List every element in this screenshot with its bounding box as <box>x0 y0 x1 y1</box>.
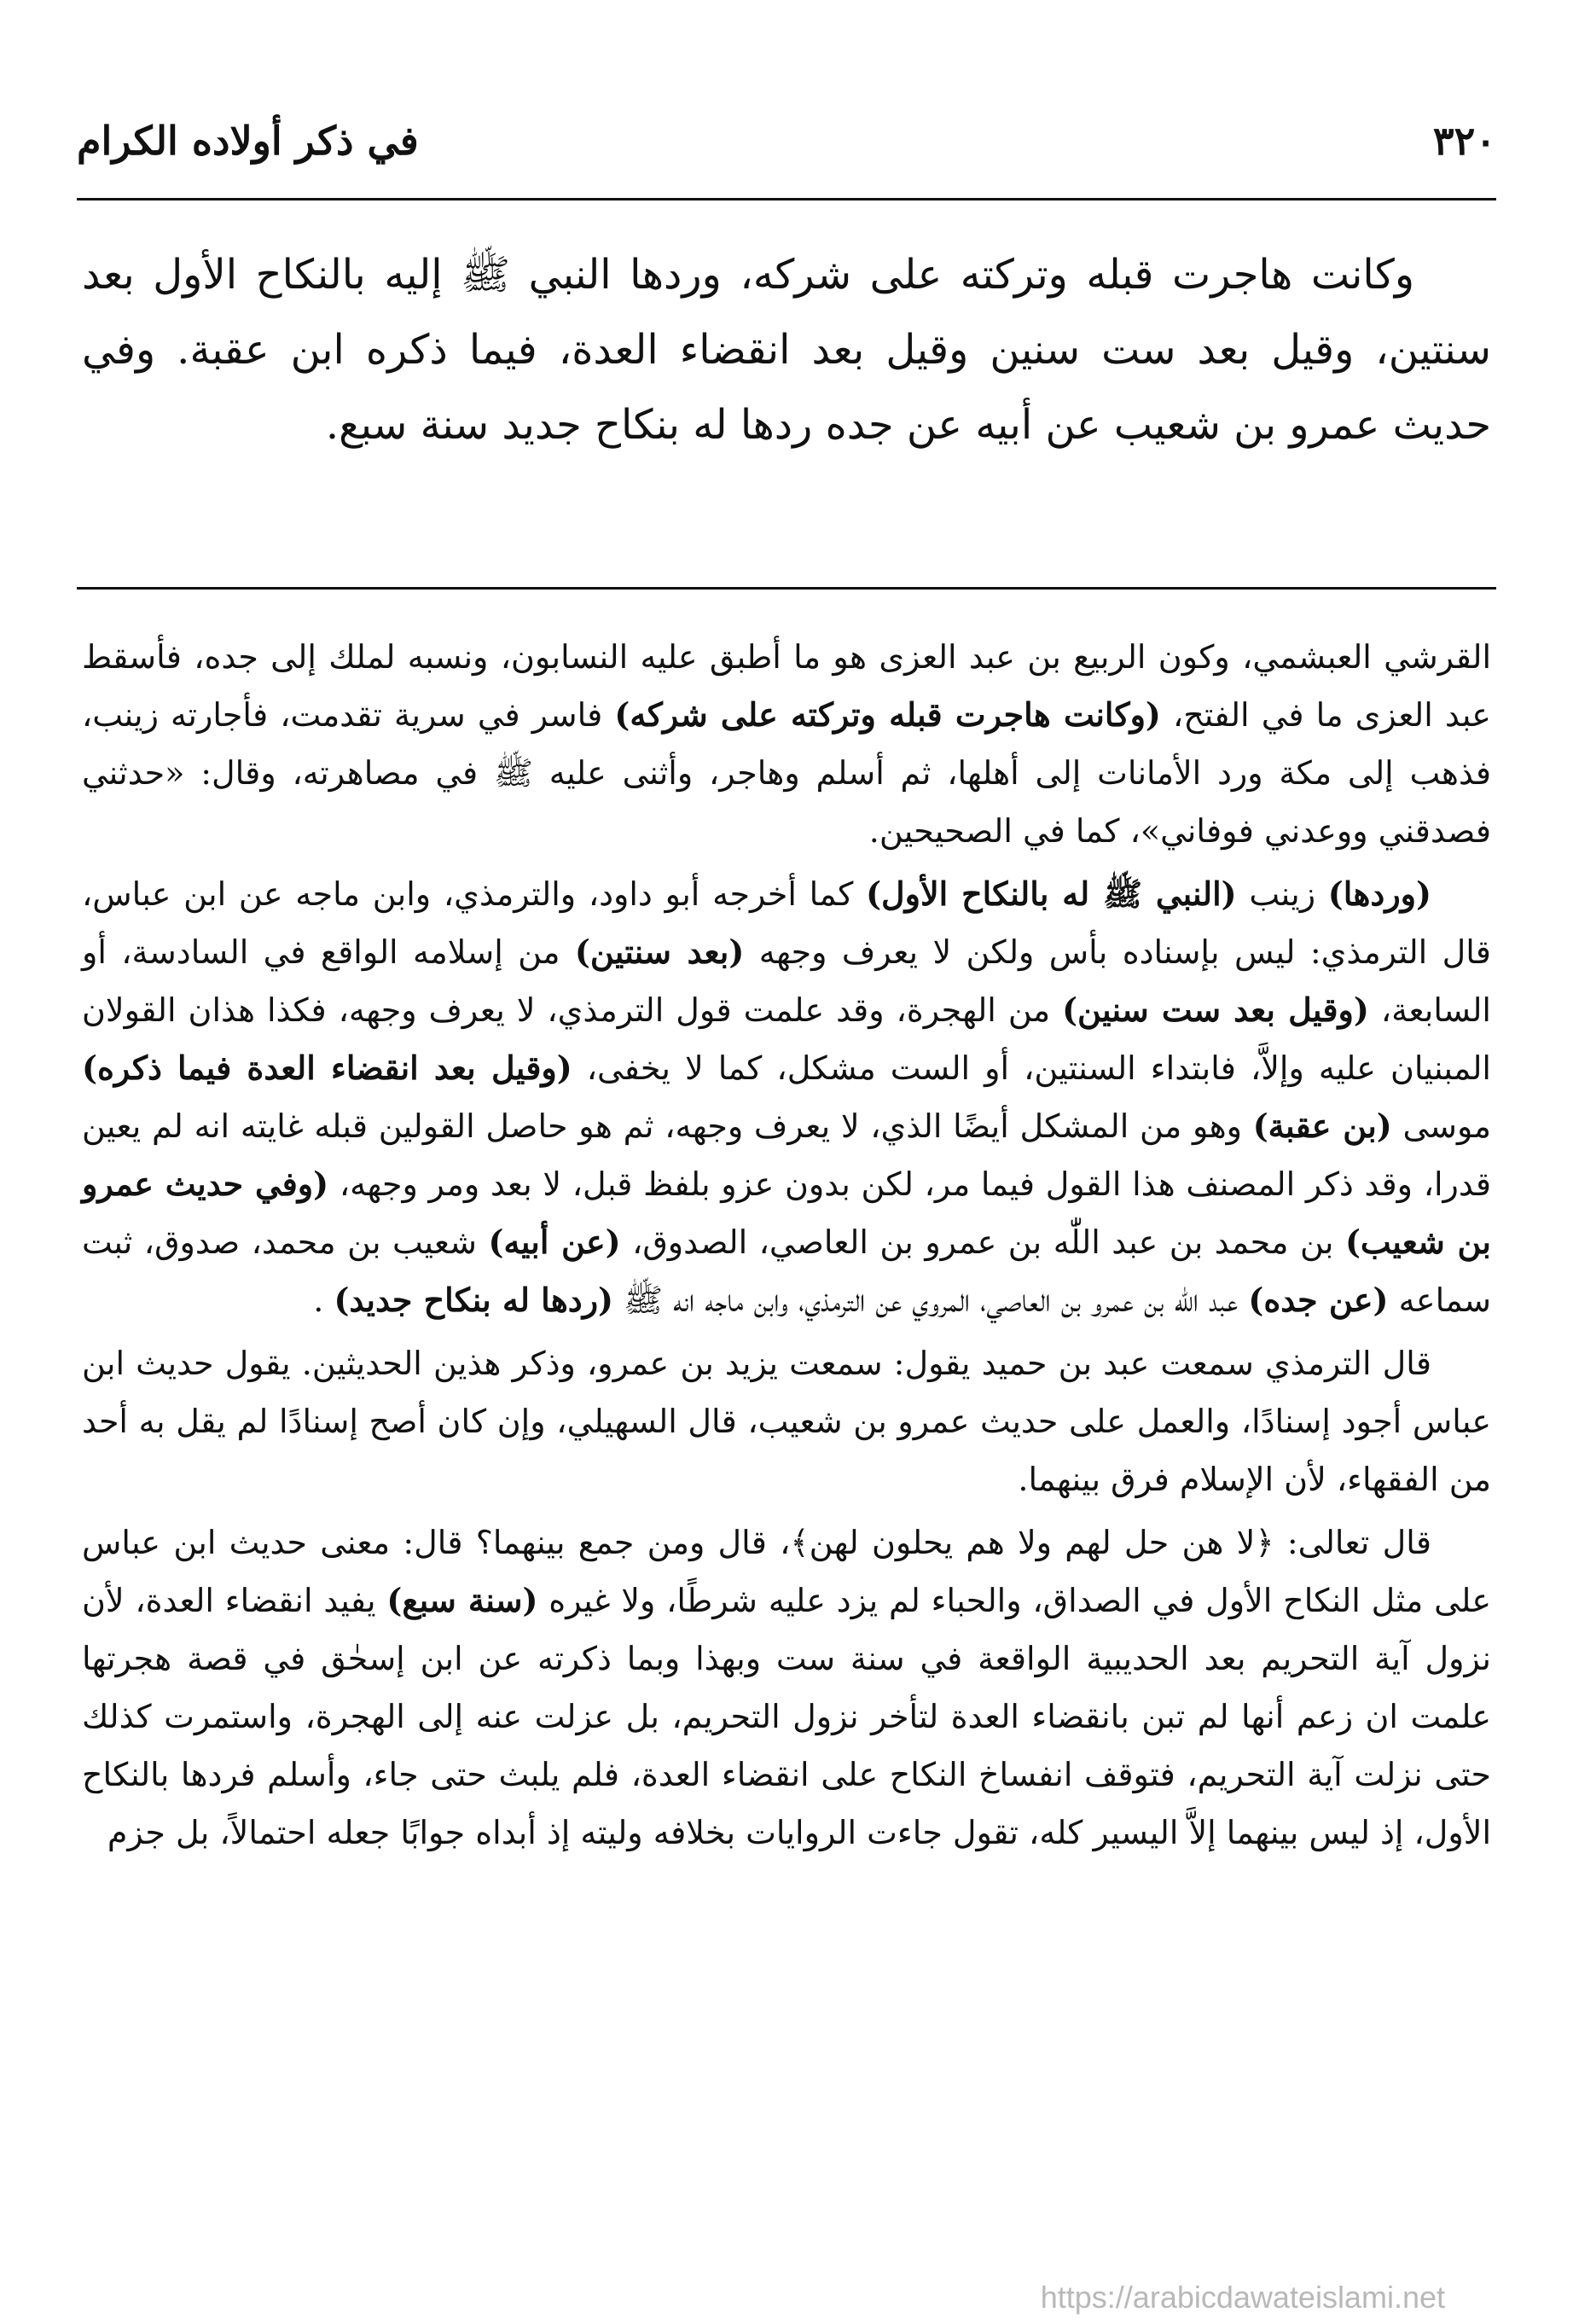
text-segment: من إسلامه الواقع في السادسة، أو السابعة، <box>82 933 1491 1029</box>
quoted-matn: (ردها له بنكاح جديد) <box>334 1281 614 1319</box>
quoted-matn: (بن عقبة) <box>1252 1107 1392 1145</box>
quoted-matn: (سنة سبع) <box>386 1581 538 1619</box>
commentary-paragraph-3: قال الترمذي سمعت عبد بن حميد يقول: سمعت يزيد بن عمرو، وذكر هذين الحديثين. يقول حديث ابن عباس أجود إسنادًا، والعمل على حديث عمرو بن شعيب، قال السهيلي، وإن كان أصح إسنادًا لم يقل به أحد من الفقهاء، لأن الإسلام فرق بينهما. <box>82 1345 1491 1498</box>
text-segment: كما أخرجه أبو داود، والترمذي، وابن ماجه عن ابن عباس، قال الترمذي: ليس بإسناده بأس ولكن لا يعرف وجهه <box>82 875 1491 971</box>
quoted-matn: (وقيل بعد انقضاء العدة فيما ذكره) <box>82 1049 572 1087</box>
commentary-paragraph-2 <box>82 865 1491 1329</box>
commentary-separator <box>77 587 1496 590</box>
text-segment: بن محمد بن عبد اللّٰه بن عمرو بن العاصي، الصدوق، <box>620 1223 1345 1261</box>
main-text <box>82 237 1491 462</box>
quoted-matn: (وقيل بعد ست سنين) <box>1062 991 1369 1029</box>
page-header <box>77 102 1496 179</box>
watermark-url: https://arabicdawateislami.net <box>1040 2280 1445 2315</box>
page-number: ٣٢٠ <box>1432 118 1496 164</box>
text-segment: شعيب بن محمد، صدوق، ثبت سماعه <box>82 1223 1491 1319</box>
quoted-matn: (عن جده) <box>1248 1281 1389 1319</box>
commentary-paragraph-1 <box>82 628 1491 860</box>
quoted-matn: (وكانت هاجرت قبله وتركته على شركه) <box>614 695 1161 734</box>
quoted-matn: (بعد سنتين) <box>574 933 745 971</box>
text-segment: زينب <box>1236 875 1328 913</box>
text-segment: قال تعالى: ﴿لا هن حل لهم ولا هم يحلون لهن﴾، قال ومن جمع بينهما؟ قال: معنى حديث ابن عباس على مثل النكاح الأول في الصداق، والحباء لم يزد عليه شرطًا، ولا غيره <box>82 1524 1492 1619</box>
quoted-matn: (عن أبيه) <box>488 1223 621 1261</box>
text-segment: فاسر في سرية تقدمت، فأجارته زينب، فذهب إلى مكة ورد الأمانات إلى أهلها، ثم أسلم وهاجر، وأثنى عليه ﷺ في مصاهرته، وقال: «حدثني فصدقني ووعدني فوفاني»، كما في الصحيحين. <box>82 696 1491 850</box>
text-segment: موسى <box>1391 1107 1491 1145</box>
header-rule <box>77 198 1496 200</box>
text-segment: عبد اللّٰه بن عمرو بن العاصي، المروي عن الترمذي، وابن ماجه انه ﷺ <box>613 1281 1249 1319</box>
main-paragraph: وكانت هاجرت قبله وتركته على شركه، وردها النبي ﷺ إليه بالنكاح الأول بعد سنتين، وقيل بعد ست سنين وقيل بعد انقضاء العدة، فيما ذكره ابن عقبة. وفي حديث عمرو بن شعيب عن أبيه عن جده ردها له بنكاح جديد سنة سبع. <box>82 251 1491 449</box>
quoted-matn: (وردها) <box>1327 874 1431 913</box>
quoted-matn: (وفي حديث عمرو بن شعيب) <box>82 1165 1491 1261</box>
running-title: في ذكر أولاده الكرام <box>77 118 419 164</box>
text-segment: من الهجرة، وقد علمت قول الترمذي، لا يعرف وجهه، فكذا هذان القولان المبنيان عليه وإلاَّ، فابتداء السنتين، أو الست مشكل، كما لا يخفى، <box>82 991 1491 1087</box>
commentary-paragraph-4 <box>82 1514 1491 1862</box>
commentary <box>82 628 1491 1867</box>
text-segment: وهو من المشكل أيضًا الذي، لا يعرف وجهه، ثم هو حاصل القولين قبله غايته انه لم يعين قدرا، وقد ذكر المصنف هذا القول فيما مر، لكن بدون عزو بلفظ قبل، لا بعد ومر وجهه، <box>82 1107 1491 1203</box>
quoted-matn: (النبي ﷺ له بالنكاح الأول) <box>866 874 1237 913</box>
text-segment: . <box>313 1281 334 1319</box>
text-segment: القرشي العبشمي، وكون الربيع بن عبد العزى هو ما أطبق عليه النسابون، ونسبه لملك إلى جده، فأسقط عبد العزى ما في الفتح، <box>82 638 1491 734</box>
text-segment: يفيد انقضاء العدة، لأن نزول آية التحريم بعد الحديبية الواقعة في سنة ست وبهذا وبما ذكرته عن ابن إسحٰق في قصة هجرتها علمت ان زعم أنها لم تبن بانقضاء العدة لتأخر نزول التحريم، بل عزلت عنه إلى الهجرة، واستمرت كذلك حتى نزلت آية التحريم، فتوقف انفساخ النكاح على انقضاء العدة، فلم يلبث حتى جاء، وأسلم فردها بالنكاح الأول، إذ ليس بينهما إلاَّ اليسير كله، تقول جاءت الروايات بخلافه وليته إذ أبداه جوابًا جعله احتمالاً، بل جزم <box>82 1582 1491 1851</box>
